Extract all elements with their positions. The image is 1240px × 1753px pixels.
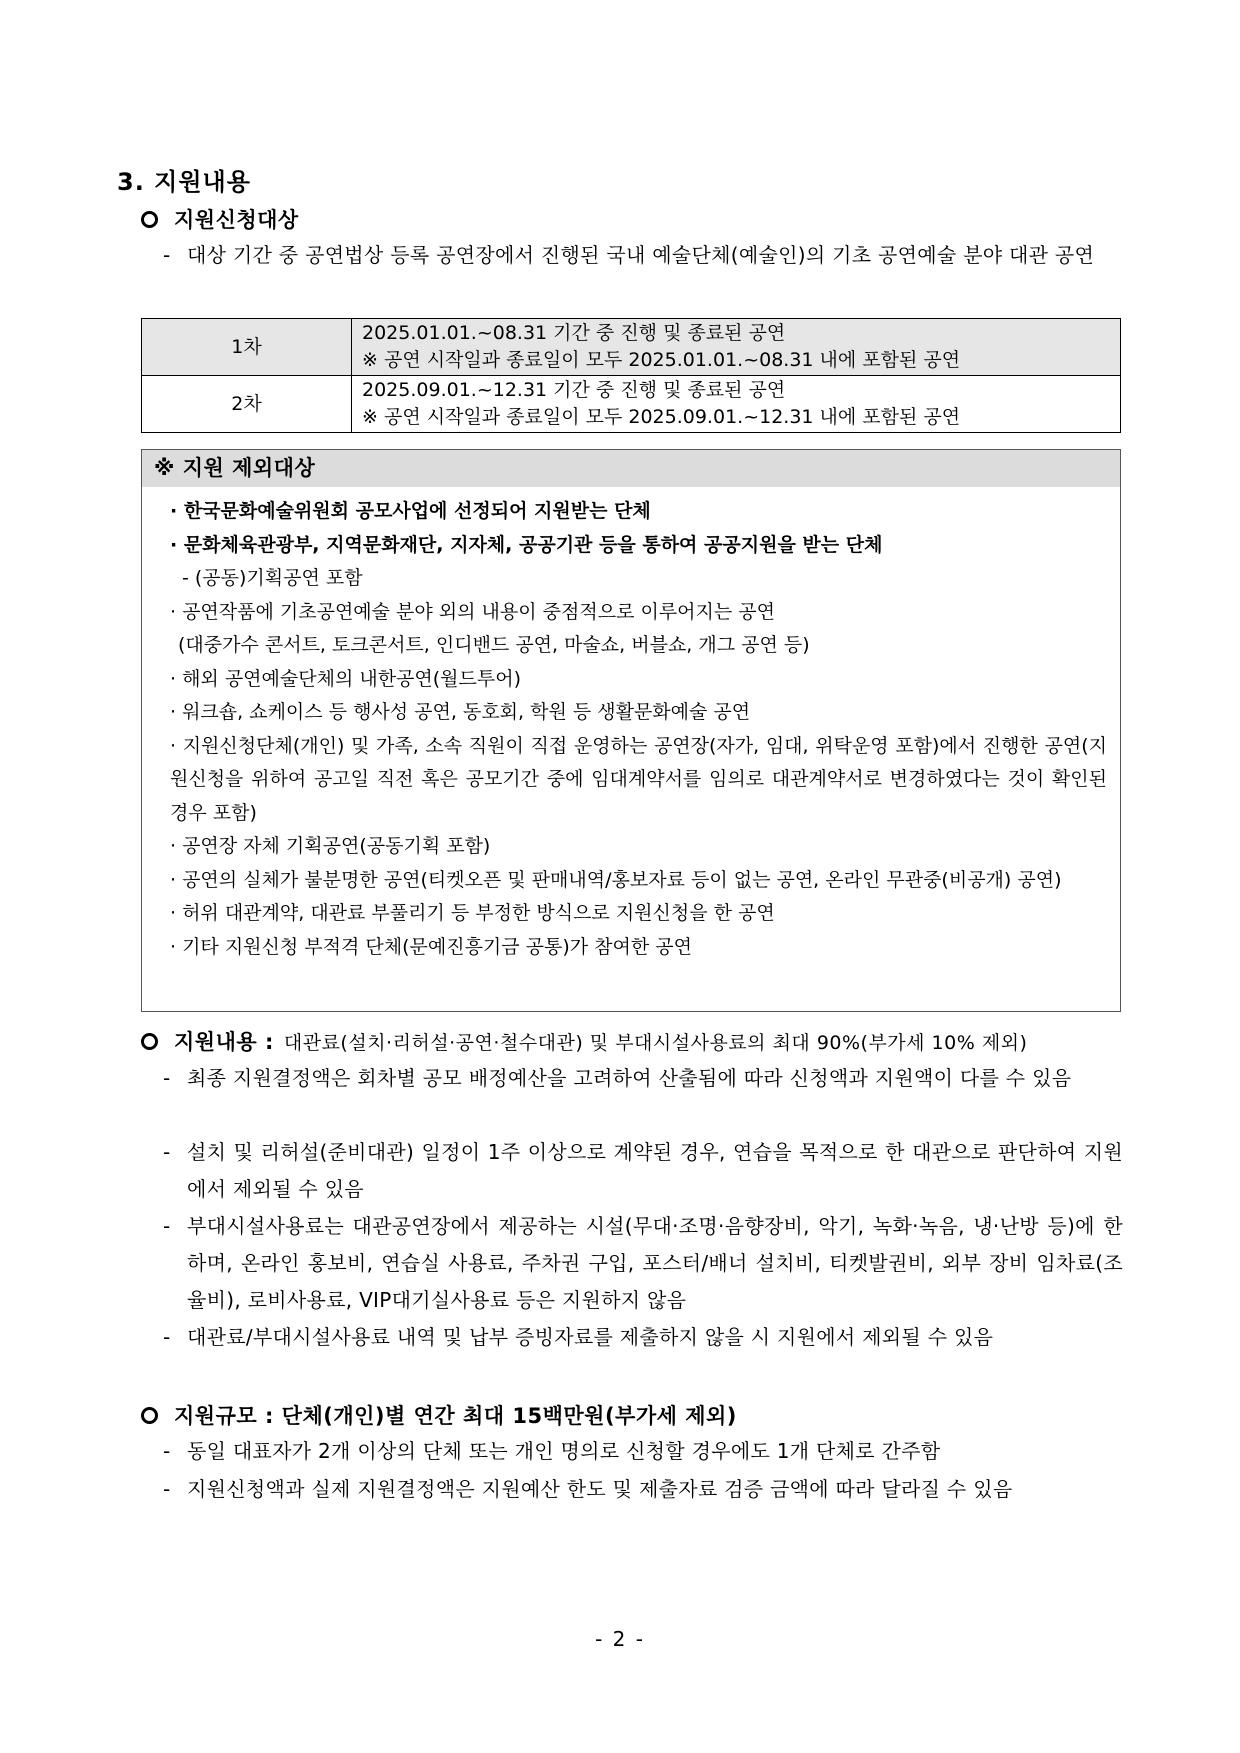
support-content-text: 부대시설사용료는 대관공연장에서 제공하는 시설(무대·조명·음향장비, 악기, 녹화·녹음, 냉·난방 등)에 한하며, 온라인 홍보비, 연습실 사용료, 주차권 구입, 포스터/배너 설치비, 티켓발권비, 외부 장비 임차료(조율비), 로비사용료, VIP대기실사용료 등은 지원하지 않음 [187,1214,1123,1312]
round-note: ※ 공연 시작일과 종료일이 모두 2025.09.01.~12.31 내에 포함된 공연 [362,406,961,428]
page-number: - 2 - [595,1627,645,1651]
support-content-heading [141,1026,1027,1056]
round-period: 2025.09.01.~12.31 기간 중 진행 및 종료된 공연 [362,379,786,401]
list-item: (대중가수 콘서트, 토크콘서트, 인디밴드 공연, 마술쇼, 버블쇼, 개그 공연 등) [178,634,810,656]
support-scale-item-text: 동일 대표자가 2개 이상의 단체 또는 개인 명의로 신청할 경우에도 1개 단체로 간주함 [187,1439,941,1463]
support-content-summary: 대관료(설치·리허설·공연·철수대관) 및 부대시설사용료의 최대 90%(부가세 10% 제외) [283,1031,1028,1054]
list-item: · 공연작품에 기초공연예술 분야 외의 내용이 중점적으로 이루어지는 공연 [170,600,775,623]
dash-marker: - [163,1439,171,1463]
dash-marker: - [163,1477,171,1501]
support-content-item [163,1134,1123,1208]
support-content-item [163,1060,1123,1097]
table-row [142,376,1121,433]
circle-bullet-icon [141,1407,158,1424]
section-title: 3. 지원내용 [117,168,251,196]
list-item: · 해외 공연예술단체의 내한공연(월드투어) [170,667,522,690]
support-content-item [163,1319,1123,1356]
dash-marker: - [163,243,171,267]
list-item: · 공연장 자체 기획공연(공동기획 포함) [170,835,491,857]
dash-marker: - [163,1325,171,1349]
target-description-text: 대상 기간 중 공연법상 등록 공연장에서 진행된 국내 예술단체(예술인)의 기초 공연예술 분야 대관 공연 [187,243,1095,267]
target-heading-text: 지원신청대상 [174,208,299,232]
list-item: - (공동)기획공연 포함 [182,567,363,589]
support-content-label: 지원내용 : [174,1030,274,1054]
support-content-text: 대관료/부대시설사용료 내역 및 납부 증빙자료를 제출하지 않을 시 지원에서 제외될 수 있음 [187,1325,994,1349]
exclusions-box [141,449,1121,1012]
exclusions-title: ※ 지원 제외대상 [142,450,1120,487]
dash-marker: - [163,1214,171,1238]
list-item: · 워크숍, 쇼케이스 등 행사성 공연, 동호회, 학원 등 생활문화예술 공연 [170,701,751,723]
dash-marker: - [163,1140,171,1164]
support-scale-item [163,1433,1123,1470]
list-item: · 허위 대관계약, 대관료 부풀리기 등 부정한 방식으로 지원신청을 한 공연 [170,902,775,924]
exclusions-list [152,495,1107,964]
circle-bullet-icon [141,211,158,228]
dash-marker: - [163,1066,171,1090]
list-item: · 공연의 실체가 불분명한 공연(티켓오픈 및 판매내역/홍보자료 등이 없는 공연, 온라인 무관중(비공개) 공연) [170,868,1062,891]
rounds-table [141,318,1121,433]
list-item: · 문화체육관광부, 지역문화재단, 지자체, 공공기관 등을 통하여 공공지원을 받는 단체 [170,533,883,556]
list-item: · 한국문화예술위원회 공모사업에 선정되어 지원받는 단체 [170,500,651,522]
circle-bullet-icon [141,1033,158,1050]
target-description [163,237,1123,274]
table-row [142,319,1121,376]
support-scale-item-text: 지원신청액과 실제 지원결정액은 지원예산 한도 및 제출자료 검증 금액에 따라 달라질 수 있음 [187,1477,1013,1501]
round-description [352,376,1121,433]
list-item: · 지원신청단체(개인) 및 가족, 소속 직원이 직접 운영하는 공연장(자가, 임대, 위탁운영 포함)에서 진행한 공연(지원신청을 위하여 공고일 직전 혹은 공모기간 중에 임대계약서를 임의로 대관계약서로 변경하였다는 것이 확인된 경우 포함) [170,734,1107,824]
support-content-text: 최종 지원결정액은 회차별 공모 배정예산을 고려하여 산출됨에 따라 신청액과 지원액이 다를 수 있음 [187,1066,1072,1090]
list-item: · 기타 지원신청 부적격 단체(문예진흥기금 공통)가 참여한 공연 [170,935,692,958]
support-content-item [163,1208,1123,1319]
support-scale-heading [141,1400,737,1430]
round-label: 1차 [142,319,352,376]
support-scale-text: 지원규모 : 단체(개인)별 연간 최대 15백만원(부가세 제외) [174,1404,737,1428]
target-heading [141,204,299,234]
support-content-text: 설치 및 리허설(준비대관) 일정이 1주 이상으로 계약된 경우, 연습을 목적으로 한 대관으로 판단하여 지원에서 제외될 수 있음 [187,1140,1123,1201]
round-note: ※ 공연 시작일과 종료일이 모두 2025.01.01.~08.31 내에 포함된 공연 [362,349,961,371]
round-period: 2025.01.01.~08.31 기간 중 진행 및 종료된 공연 [362,322,786,344]
support-scale-item [163,1471,1123,1508]
round-description [352,319,1121,376]
round-label: 2차 [142,376,352,433]
